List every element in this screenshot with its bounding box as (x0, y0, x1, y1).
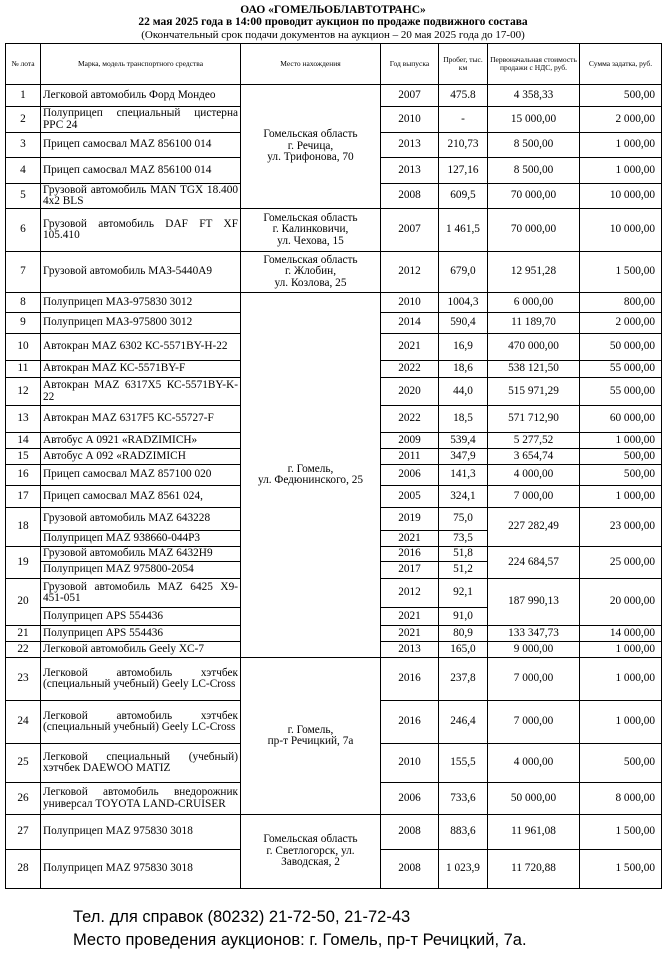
year-cell: 2008 (381, 184, 439, 209)
price-cell: 11 189,70 (488, 313, 580, 334)
vehicle-model: Полуприцеп MAZ 975830 3018 (41, 815, 241, 850)
company-name: ОАО «ГОМЕЛЬОБЛАВТОТРАНС» (240, 4, 426, 16)
location-line: ул. Чехова, 15 (277, 234, 344, 247)
year-cell: 2005 (381, 486, 439, 508)
mileage-cell: 16,9 (439, 334, 488, 361)
year-cell: 2020 (381, 378, 439, 406)
deposit-cell: 1 500,00 (580, 850, 662, 889)
vehicle-model: Легковой автомобиль хэтчбек (специальный учебный) Geely LC-Cross (41, 658, 241, 701)
mileage-cell: 590,4 (439, 313, 488, 334)
location-line: г. Речица, (287, 139, 334, 152)
deposit-cell: 1 000,00 (580, 642, 662, 658)
year-cell: 2016 (381, 701, 439, 744)
price-cell: 5 277,52 (488, 433, 580, 449)
deposit-cell: 25 000,00 (580, 547, 662, 579)
price-cell: 4 000,00 (488, 465, 580, 486)
lot-number: 23 (6, 658, 41, 701)
year-cell: 2008 (381, 815, 439, 850)
vehicle-model: Легковой специальный (учебный) хэтчбек DAEWOO MATIZ (41, 744, 241, 783)
location-line: Гомельская область (263, 128, 358, 141)
location-cell (241, 815, 381, 889)
lot-number: 19 (6, 547, 41, 579)
price-cell: 538 121,50 (488, 361, 580, 378)
vehicle-model: Прицеп самосвал MAZ 856100 014 (41, 158, 241, 184)
year-cell: 2016 (381, 547, 439, 562)
location-cell (241, 658, 381, 815)
price-cell: 50 000,00 (488, 783, 580, 815)
mileage-cell: 347,9 (439, 449, 488, 465)
lot-number: 13 (6, 406, 41, 433)
deposit-cell: 14 000,00 (580, 626, 662, 642)
lot-number: 25 (6, 744, 41, 783)
deposit-cell: 60 000,00 (580, 406, 662, 433)
lot-number: 10 (6, 334, 41, 361)
mileage-cell: 141,3 (439, 465, 488, 486)
vehicle-model: Автокран MAZ 6302 КС-5571BY-H-22 (41, 334, 241, 361)
mileage-cell: 73,5 (439, 531, 488, 547)
year-cell: 2012 (381, 579, 439, 608)
col-year-header: Год выпуска (381, 44, 439, 85)
deposit-cell: 23 000,00 (580, 508, 662, 547)
mileage-cell: 1 461,5 (439, 209, 488, 252)
price-cell: 8 500,00 (488, 133, 580, 158)
year-cell: 2009 (381, 433, 439, 449)
deposit-cell: 1 500,00 (580, 815, 662, 850)
mileage-cell: 44,0 (439, 378, 488, 406)
price-cell: 3 654,74 (488, 449, 580, 465)
lot-number: 27 (6, 815, 41, 850)
price-cell: 11 720,88 (488, 850, 580, 889)
year-cell: 2007 (381, 209, 439, 252)
price-cell: 133 347,73 (488, 626, 580, 642)
lot-number: 12 (6, 378, 41, 406)
col-lot-header: № лота (6, 44, 41, 85)
deadline-note: (Окончательный срок подачи документов на аукцион – 20 мая 2025 года до 17-00) (141, 29, 525, 41)
vehicle-model: Автокран MAZ КС-5571BY-F (41, 361, 241, 378)
lot-number: 7 (6, 252, 41, 293)
price-cell: 70 000,00 (488, 184, 580, 209)
mileage-cell: 733,6 (439, 783, 488, 815)
location-line: г. Жлобин, (284, 265, 337, 278)
price-cell: 224 684,57 (488, 547, 580, 579)
deposit-cell: 1 000,00 (580, 701, 662, 744)
price-cell: 70 000,00 (488, 209, 580, 252)
mileage-cell: 127,16 (439, 158, 488, 184)
mileage-cell: 1 023,9 (439, 850, 488, 889)
vehicle-model: Грузовой автомобиль MAZ 6425 X9-451-051 (41, 579, 241, 608)
lot-number: 15 (6, 449, 41, 465)
lot-number: 24 (6, 701, 41, 744)
vehicle-model: Грузовой автомобиль МАЗ-5440А9 (41, 252, 241, 293)
year-cell: 2013 (381, 133, 439, 158)
deposit-cell: 1 000,00 (580, 133, 662, 158)
deposit-cell: 2 000,00 (580, 313, 662, 334)
year-cell: 2017 (381, 562, 439, 579)
deposit-cell: 20 000,00 (580, 579, 662, 626)
lot-number: 18 (6, 508, 41, 547)
location-cell (241, 252, 381, 293)
year-cell: 2012 (381, 252, 439, 293)
price-cell: 7 000,00 (488, 486, 580, 508)
mileage-cell: 246,4 (439, 701, 488, 744)
price-cell: 470 000,00 (488, 334, 580, 361)
mileage-cell: 165,0 (439, 642, 488, 658)
lot-number: 4 (6, 158, 41, 184)
table-row (6, 658, 662, 701)
vehicle-model: Автокран MAZ 6317F5 КС-55727-F (41, 406, 241, 433)
table-row (6, 815, 662, 850)
location-line: Гомельская область (263, 833, 358, 846)
col-model-header: Марка, модель транспортного средства (41, 44, 241, 85)
mileage-cell: 539,4 (439, 433, 488, 449)
vehicle-model: Легковой автомобиль хэтчбек (специальный учебный) Geely LC-Cross (41, 701, 241, 744)
col-mileage-header: Пробег, тыс. км (439, 44, 488, 85)
deposit-cell: 1 000,00 (580, 658, 662, 701)
deposit-cell: 500,00 (580, 449, 662, 465)
mileage-cell: 92,1 (439, 579, 488, 608)
auction-place: Место проведения аукционов: г. Гомель, пр-т Речицкий, 7а. (73, 931, 527, 949)
price-cell: 571 712,90 (488, 406, 580, 433)
deposit-cell: 500,00 (580, 85, 662, 107)
vehicle-model: Грузовой автомобиль DAF FT XF 105.410 (41, 209, 241, 252)
table-row (6, 252, 662, 293)
lots-body (6, 85, 662, 889)
mileage-cell: 1004,3 (439, 293, 488, 313)
location-cell (241, 293, 381, 658)
price-cell: 8 500,00 (488, 158, 580, 184)
location-cell (241, 85, 381, 209)
deposit-cell: 500,00 (580, 465, 662, 486)
mileage-cell: 883,6 (439, 815, 488, 850)
location-line: ул. Федюнинского, 25 (257, 474, 364, 486)
lots-table (5, 43, 662, 889)
lot-number: 20 (6, 579, 41, 626)
year-cell: 2021 (381, 608, 439, 626)
col-deposit-header: Сумма задатка, руб. (580, 44, 662, 85)
mileage-cell: 155,5 (439, 744, 488, 783)
price-cell: 4 358,33 (488, 85, 580, 107)
year-cell: 2010 (381, 744, 439, 783)
lot-number: 1 (6, 85, 41, 107)
location-line: Гомельская область (263, 253, 358, 266)
vehicle-model: Прицеп самосвал MAZ 8561 024, (41, 486, 241, 508)
year-cell: 2010 (381, 293, 439, 313)
col-price-header: Первоначальная стоимость продажи с НДС, руб. (488, 44, 580, 85)
auction-announcement: 22 мая 2025 года в 14:00 проводит аукцион по продаже подвижного состава (138, 16, 528, 28)
mileage-cell: 609,5 (439, 184, 488, 209)
year-cell: 2013 (381, 642, 439, 658)
vehicle-model: Грузовой автомобиль MAZ 643228 (41, 508, 241, 531)
year-cell: 2019 (381, 508, 439, 531)
price-cell: 6 000,00 (488, 293, 580, 313)
location-line: г. Гомель, (287, 723, 334, 736)
vehicle-model: Полуприцеп МАЗ-975800 3012 (41, 313, 241, 334)
lot-number: 8 (6, 293, 41, 313)
price-cell: 227 282,49 (488, 508, 580, 547)
year-cell: 2013 (381, 158, 439, 184)
year-cell: 2016 (381, 658, 439, 701)
contact-phone: Тел. для справок (80232) 21-72-50, 21-72-43 (73, 908, 411, 926)
year-cell: 2010 (381, 107, 439, 133)
table-row (6, 85, 662, 107)
mileage-cell: 18,5 (439, 406, 488, 433)
price-cell: 515 971,29 (488, 378, 580, 406)
lot-number: 21 (6, 626, 41, 642)
location-line: пр-т Речицкий, 7а (267, 735, 354, 747)
price-cell: 187 990,13 (488, 579, 580, 626)
price-cell: 4 000,00 (488, 744, 580, 783)
mileage-cell: 51,2 (439, 562, 488, 579)
vehicle-model: Легковой автомобиль Форд Мондео (41, 85, 241, 107)
lot-number: 3 (6, 133, 41, 158)
year-cell: 2014 (381, 313, 439, 334)
location-line: ул. Трифонова, 70 (267, 151, 354, 164)
vehicle-model: Полуприцеп APS 554436 (41, 608, 241, 626)
location-line: ул. Козлова, 25 (274, 276, 347, 289)
lot-number: 26 (6, 783, 41, 815)
lot-number: 16 (6, 465, 41, 486)
lot-number: 6 (6, 209, 41, 252)
lot-number: 17 (6, 486, 41, 508)
mileage-cell: 679,0 (439, 252, 488, 293)
deposit-cell: 10 000,00 (580, 209, 662, 252)
year-cell: 2022 (381, 406, 439, 433)
deposit-cell: 2 000,00 (580, 107, 662, 133)
mileage-cell: 324,1 (439, 486, 488, 508)
price-cell: 15 000,00 (488, 107, 580, 133)
vehicle-model: Полуприцеп APS 554436 (41, 626, 241, 642)
mileage-cell: 51,8 (439, 547, 488, 562)
mileage-cell: 75,0 (439, 508, 488, 531)
year-cell: 2021 (381, 626, 439, 642)
year-cell: 2011 (381, 449, 439, 465)
mileage-cell: 80,9 (439, 626, 488, 642)
deposit-cell: 500,00 (580, 744, 662, 783)
lot-number: 11 (6, 361, 41, 378)
vehicle-model: Легковой автомобиль Geely XC-7 (41, 642, 241, 658)
vehicle-model: Автокран MAZ 6317X5 КС-5571BY-K-22 (41, 378, 241, 406)
price-cell: 11 961,08 (488, 815, 580, 850)
price-cell: 7 000,00 (488, 701, 580, 744)
price-cell: 7 000,00 (488, 658, 580, 701)
location-cell (241, 209, 381, 252)
year-cell: 2007 (381, 85, 439, 107)
vehicle-model: Грузовой автомобиль MAZ 6432H9 (41, 547, 241, 562)
mileage-cell: 475.8 (439, 85, 488, 107)
deposit-cell: 1 000,00 (580, 486, 662, 508)
deposit-cell: 55 000,00 (580, 378, 662, 406)
vehicle-model: Прицеп самосвал MAZ 856100 014 (41, 133, 241, 158)
deposit-cell: 10 000,00 (580, 184, 662, 209)
deposit-cell: 1 000,00 (580, 158, 662, 184)
year-cell: 2006 (381, 783, 439, 815)
deposit-cell: 800,00 (580, 293, 662, 313)
lot-number: 2 (6, 107, 41, 133)
table-row (6, 209, 662, 252)
price-cell: 9 000,00 (488, 642, 580, 658)
vehicle-model: Полуприцеп MAZ 975800-2054 (41, 562, 241, 579)
mileage-cell: 18,6 (439, 361, 488, 378)
deposit-cell: 50 000,00 (580, 334, 662, 361)
deposit-cell: 8 000,00 (580, 783, 662, 815)
lot-number: 5 (6, 184, 41, 209)
location-line: г. Светлогорск, ул. Заводская, 2 (266, 844, 355, 869)
vehicle-model: Полуприцеп МАЗ-975830 3012 (41, 293, 241, 313)
vehicle-model: Автобус А 0921 «RADZIMICH» (41, 433, 241, 449)
year-cell: 2021 (381, 531, 439, 547)
location-line: г. Калинковичи, (272, 223, 349, 236)
mileage-cell: - (439, 107, 488, 133)
vehicle-model: Автобус А 092 «RADZIMICH (41, 449, 241, 465)
col-location-header: Место нахождения (241, 44, 381, 85)
lot-number: 22 (6, 642, 41, 658)
table-header-row (6, 44, 662, 85)
year-cell: 2008 (381, 850, 439, 889)
deposit-cell: 1 500,00 (580, 252, 662, 293)
mileage-cell: 91,0 (439, 608, 488, 626)
location-line: Гомельская область (263, 211, 358, 224)
vehicle-model: Полуприцеп специальный цистерна РРС 24 (41, 107, 241, 133)
vehicle-model: Полуприцеп MAZ 938660-044Р3 (41, 531, 241, 547)
lot-number: 28 (6, 850, 41, 889)
vehicle-model: Прицеп самосвал MAZ 857100 020 (41, 465, 241, 486)
year-cell: 2022 (381, 361, 439, 378)
vehicle-model: Полуприцеп MAZ 975830 3018 (41, 850, 241, 889)
location-line: г. Гомель, (287, 462, 334, 475)
mileage-cell: 210,73 (439, 133, 488, 158)
year-cell: 2006 (381, 465, 439, 486)
vehicle-model: Грузовой автомобиль MAN TGX 18.400 4x2 BLS (41, 184, 241, 209)
lot-number: 9 (6, 313, 41, 334)
year-cell: 2021 (381, 334, 439, 361)
lot-number: 14 (6, 433, 41, 449)
table-row (6, 293, 662, 313)
mileage-cell: 237,8 (439, 658, 488, 701)
vehicle-model: Легковой автомобиль внедорожник универсал TOYOTA LAND-CRUISER (41, 783, 241, 815)
price-cell: 12 951,28 (488, 252, 580, 293)
deposit-cell: 1 000,00 (580, 433, 662, 449)
deposit-cell: 55 000,00 (580, 361, 662, 378)
